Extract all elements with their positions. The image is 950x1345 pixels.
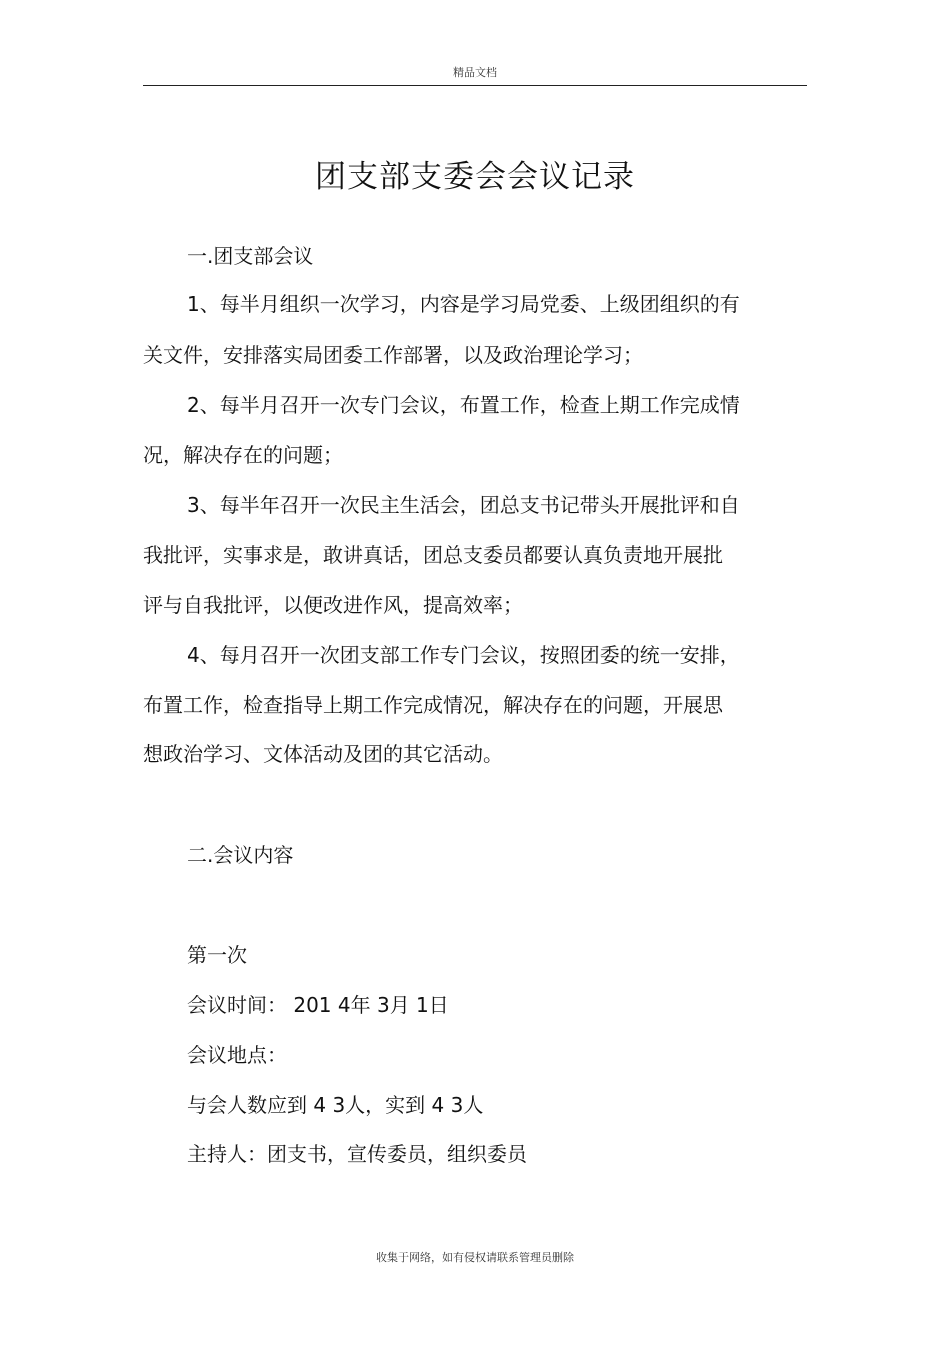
paragraph-line: 关文件，安排落实局团委工作部署，以及政治理论学习； — [143, 343, 643, 367]
meeting-number: 第一次 — [187, 943, 247, 967]
section2-heading: 二.会议内容 — [187, 843, 294, 867]
page-footer: 收集于网络，如有侵权请联系管理员删除 — [376, 1251, 574, 1264]
meeting-time: 会议时间： 201 4年 3月 1日 — [187, 993, 449, 1017]
page-header: 精品文档 — [453, 66, 497, 79]
paragraph-line: 布置工作，检查指导上期工作完成情况，解决存在的问题，开展思 — [143, 693, 723, 717]
paragraph-line: 3、每半年召开一次民主生活会，团总支书记带头开展批评和自 — [187, 493, 740, 517]
meeting-attendance: 与会人数应到 4 3人，实到 4 3人 — [187, 1093, 484, 1117]
section1-heading: 一.团支部会议 — [187, 244, 314, 268]
paragraph-line: 4、每月召开一次团支部工作专门会议，按照团委的统一安排， — [187, 643, 740, 667]
document-title: 团支部支委会会议记录 — [315, 159, 635, 195]
paragraph-line: 想政治学习、文体活动及团的其它活动。 — [143, 742, 503, 766]
header-divider — [143, 85, 807, 86]
paragraph-line: 2、每半月召开一次专门会议，布置工作，检查上期工作完成情 — [187, 393, 740, 417]
paragraph-line: 我批评，实事求是，敢讲真话，团总支委员都要认真负责地开展批 — [143, 543, 723, 567]
meeting-location: 会议地点： — [187, 1043, 287, 1067]
paragraph-line: 1、每半月组织一次学习，内容是学习局党委、上级团组织的有 — [187, 292, 740, 316]
meeting-host: 主持人：团支书，宣传委员，组织委员 — [187, 1142, 527, 1166]
paragraph-line: 况，解决存在的问题； — [143, 443, 343, 467]
paragraph-line: 评与自我批评，以便改进作风，提高效率； — [143, 593, 523, 617]
